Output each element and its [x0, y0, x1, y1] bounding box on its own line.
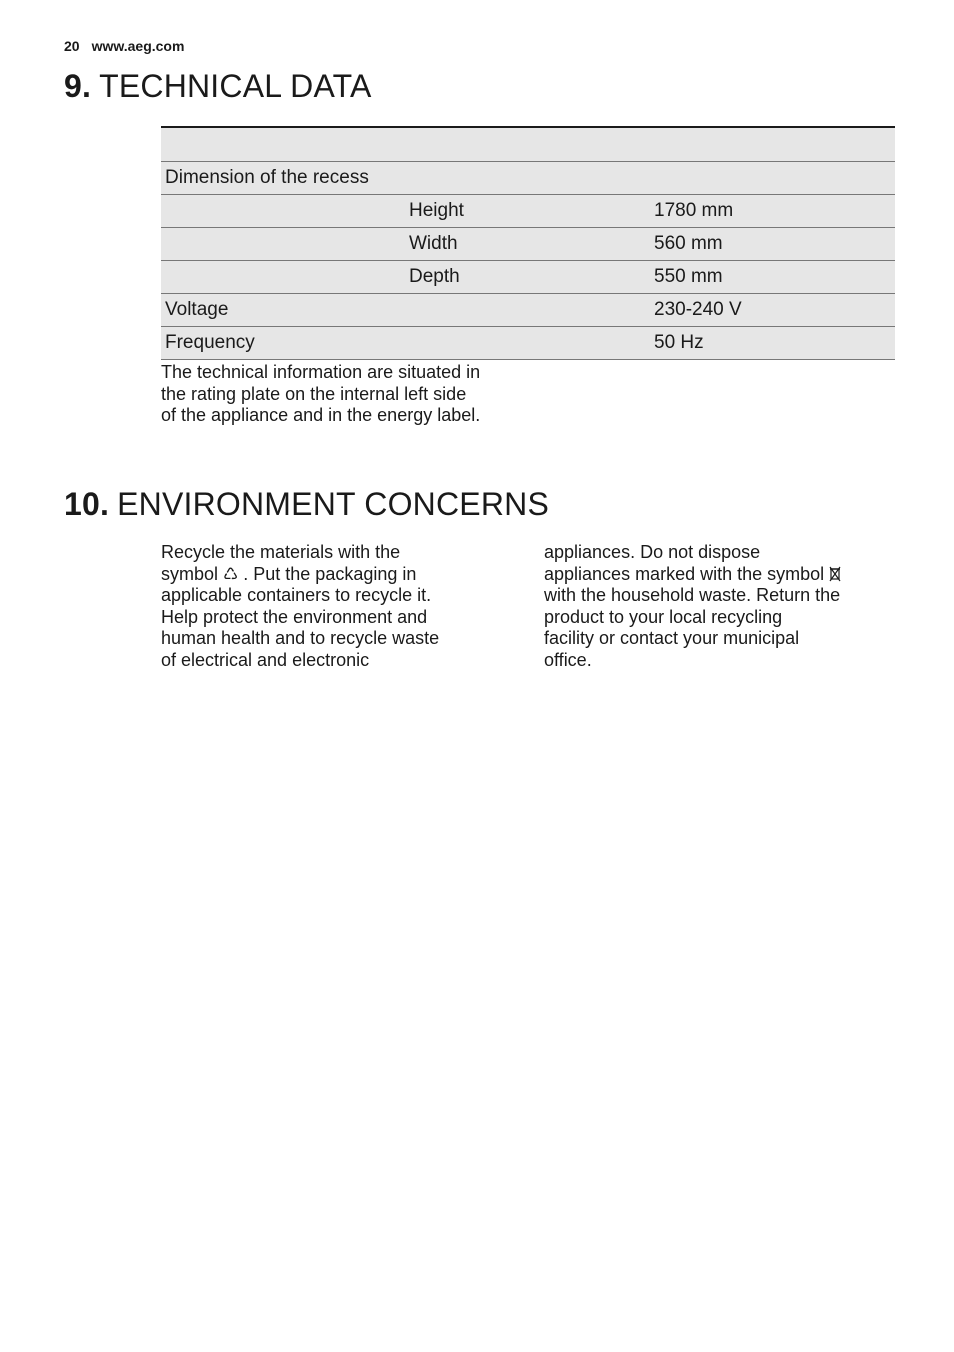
technical-note: The technical information are situated in the rating plate on the internal left side of the appliance and in the energy label. [161, 362, 481, 425]
table-row [161, 194, 895, 227]
table-row [161, 326, 895, 359]
section-9-title [64, 68, 372, 105]
environment-text-column-2: appliances. Do not dispose appliances marked with the symbol with the household waste. Return the product to your local recycling facility or contact your municipal office. [544, 542, 841, 670]
section-10-title [64, 486, 549, 523]
row-sub-label: Width [405, 227, 650, 260]
table-row [161, 260, 895, 293]
section-number: 10. [64, 486, 110, 522]
row-value: 230-240 V [650, 293, 895, 326]
row-sub-label: Depth [405, 260, 650, 293]
section-number: 9. [64, 68, 92, 104]
section-heading: TECHNICAL DATA [99, 68, 372, 104]
crossed-bin-icon [829, 565, 841, 584]
recycle-icon: ♺ [223, 564, 239, 584]
recess-label: Dimension of the recess [161, 161, 895, 194]
table-row [161, 293, 895, 326]
page-number: 20 [64, 38, 80, 54]
table-row [161, 161, 895, 194]
row-label: Voltage [161, 293, 405, 326]
table-row [161, 227, 895, 260]
environment-text-column-1: Recycle the materials with the symbol ♺ . Put the packaging in applicable containers to recycle it. Help protect the environment and human health and to recycle waste of electrical and electronic [161, 542, 440, 670]
row-value: 50 Hz [650, 326, 895, 359]
section-heading: ENVIRONMENT CONCERNS [117, 486, 549, 522]
row-sub-label: Height [405, 194, 650, 227]
table-header-row [161, 127, 895, 161]
row-label: Frequency [161, 326, 405, 359]
row-value: 1780 mm [650, 194, 895, 227]
row-value: 550 mm [650, 260, 895, 293]
site-url: www.aeg.com [91, 38, 185, 54]
row-value: 560 mm [650, 227, 895, 260]
technical-data-table [161, 126, 895, 360]
page-header [64, 38, 184, 54]
